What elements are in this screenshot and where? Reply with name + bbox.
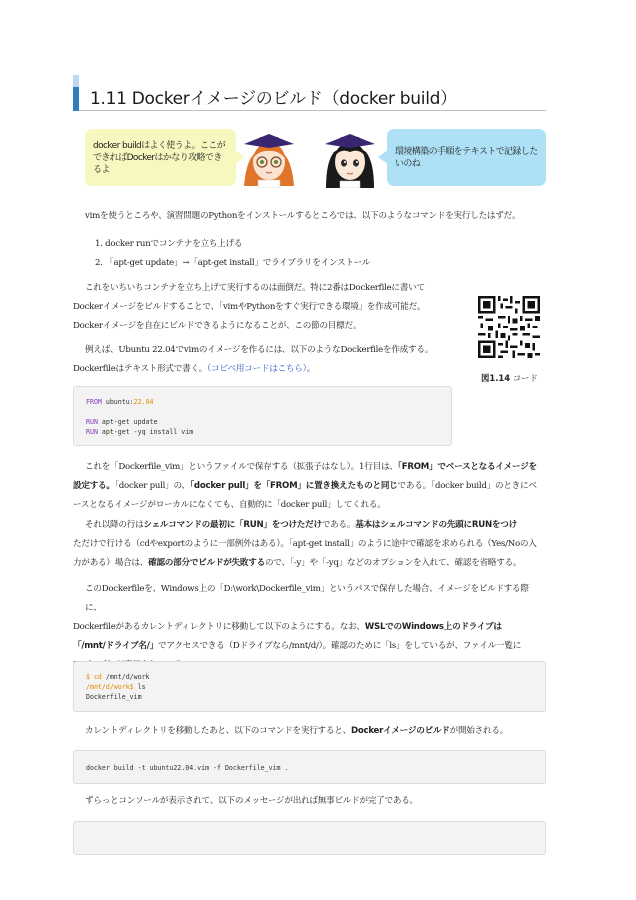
- paragraph-text: 力がある）場合は、: [73, 558, 149, 568]
- paragraph-motivation: [73, 279, 468, 336]
- code-block-shell-ls: [73, 661, 546, 712]
- paragraph-line: [73, 477, 545, 496]
- paragraph-text: 。: [306, 364, 316, 374]
- heading-underline: [79, 110, 546, 111]
- paragraph-from-explanation: [73, 458, 545, 515]
- code-keyword: FROM: [86, 398, 102, 406]
- code-block-build-output: [73, 821, 546, 855]
- qr-code-image[interactable]: [478, 296, 540, 358]
- emphasis-text: 「/mnt/ドライブ名/」: [73, 641, 158, 651]
- speech-bubble-left: [85, 129, 236, 186]
- code-block-docker-build: [73, 750, 546, 784]
- step-item: 1. docker runでコンテナを立ち上げる: [95, 239, 243, 249]
- code-keyword: RUN: [86, 418, 98, 426]
- paragraph-text: Dockerfileはテキスト形式で書く。: [73, 364, 207, 374]
- paragraph-text: それ以降の行は: [85, 520, 144, 530]
- code-text: ubuntu:: [101, 398, 134, 406]
- character-avatar-orange-hair: [240, 126, 298, 188]
- shell-prompt: $ cd: [86, 673, 102, 681]
- paragraph-line: [73, 637, 545, 656]
- paragraph-line: Dockerイメージをビルドすることで、「vimやPythonをすぐ実行できる環境」を作成可能だ。: [73, 302, 426, 312]
- figure-caption-text: コード: [512, 373, 538, 383]
- emphasis-text: 確認の部分でビルドが失敗する: [148, 558, 265, 568]
- shell-output: Dockerfile_vim: [86, 693, 142, 701]
- step-item: 2. 「apt-get update」→「apt-get install」でライブラリをインストール: [95, 258, 371, 268]
- paragraph-text: Dockerfileがあるカレントディレクトリに移動して以下のようにする。なお、: [73, 622, 365, 632]
- paragraph-run-explanation: [73, 516, 545, 573]
- paragraph-build-start: [85, 722, 545, 741]
- emphasis-text: シェルコマンドの最初に「RUN」をつけただけ: [143, 520, 322, 530]
- step-list: [95, 235, 495, 273]
- figure-label: 図1.14: [481, 373, 511, 383]
- code-keyword: RUN: [86, 428, 98, 436]
- intro-text: vimを使うところや、演習問題のPythonをインストールするところでは、以下のようなコマンドを実行したはずだ。: [85, 211, 521, 221]
- paragraph-line: [73, 618, 545, 637]
- heading-accent-highlight: [73, 75, 79, 87]
- emphasis-text: Dockerイメージのビルド: [350, 726, 450, 736]
- emphasis-text: 設定する。: [73, 481, 115, 491]
- paragraph-line: Dockerイメージを自在にビルドできるようになることが、この節の目標だ。: [73, 321, 362, 331]
- paragraph-text: である。「docker build」のときにベ: [397, 481, 537, 491]
- code-text: apt-get update: [97, 418, 158, 426]
- paragraph-text: でアクセスできる（Dドライブなら/mnt/d/）。確認のために「ls」をしているが、ファイル一覧に: [158, 641, 522, 651]
- emphasis-text: 基本はシェルコマンドの先頭にRUNをつけ: [355, 520, 517, 530]
- paragraph-line: これをいちいちコンテナを立ち上げて実行するのは面倒だ。特に2番はDockerfileに書いて: [85, 283, 425, 293]
- paragraph-example: [73, 341, 468, 379]
- paragraph-line: 例えば、Ubuntu 22.04でvimのイメージを作るには、以下のようなDockerfileを作成する。: [85, 345, 434, 355]
- character-avatar-black-hair: [321, 126, 379, 188]
- paragraph-build-complete: [85, 792, 545, 811]
- paragraph-text: 「docker pull」の、: [114, 481, 190, 491]
- paragraph-line: ただけで行ける（cdやexportのように一部例外はある）。「apt-get install」のように途中で確認を求められる（Yes/Noの入: [73, 539, 537, 549]
- code-text: /mnt/d/work: [101, 673, 150, 681]
- emphasis-text: 「docker pull」を「FROM」に置き換えたものと同じ: [189, 481, 398, 491]
- emphasis-text: 「FROM」でベースとなるイメージを: [397, 462, 537, 472]
- speech-bubble-right-text: 環境構築の手順をテキストで記録したいのね: [395, 146, 538, 169]
- code-text: docker build -t ubuntu22.04.vim -f Dockerfile_vim .: [86, 764, 289, 772]
- code-block-dockerfile: [73, 386, 452, 446]
- paragraph-line: [73, 516, 545, 535]
- paragraph-line: [73, 458, 545, 477]
- paragraph-text: ので、「-y」や「-yq」などのオプションを入れて、確認を省略する。: [264, 558, 522, 568]
- paragraph-text: ずらっとコンソールが表示されて、以下のメッセージが出れば無事ビルドが完了である。: [85, 796, 418, 806]
- paragraph-line: ースとなるイメージがローカルになくても、自動的に「docker pull」してくれる。: [73, 500, 386, 510]
- code-text: ls: [133, 683, 146, 691]
- copy-code-link[interactable]: （コピペ用コードはこちら）: [206, 364, 307, 374]
- code-text: apt-get -yq install vim: [97, 428, 194, 436]
- section-title: 1.11 Dockerイメージのビルド（docker build）: [90, 89, 457, 109]
- paragraph-text: である。: [321, 520, 356, 530]
- emphasis-text: WSLでのWindows上のドライブは: [364, 622, 502, 632]
- paragraph-line: このDockerfileを、Windows上の「D:\work\Dockerfile_vim」というパスで保存した場合、イメージをビルドする際に、: [85, 584, 529, 613]
- intro-paragraph: [85, 207, 545, 226]
- shell-prompt: /mnt/d/work$: [86, 683, 134, 691]
- code-literal: 22.04: [133, 398, 154, 406]
- speech-bubble-left-text: docker buildはよく使うよ。ここができればDockerはかなり攻略できるよ: [93, 140, 226, 175]
- paragraph-text: カレントディレクトリを移動したあと、以下のコマンドを実行すると、: [85, 726, 351, 736]
- figure-caption: [481, 372, 538, 384]
- speech-bubble-right: [387, 129, 546, 186]
- paragraph-text: これを「Dockerfile_vim」というファイルで保存する（拡張子はなし）。1行目は、: [85, 462, 398, 472]
- paragraph-line: [73, 360, 468, 379]
- paragraph-text: が開始される。: [449, 726, 509, 736]
- section-heading: [73, 75, 546, 111]
- paragraph-line: [73, 554, 545, 573]
